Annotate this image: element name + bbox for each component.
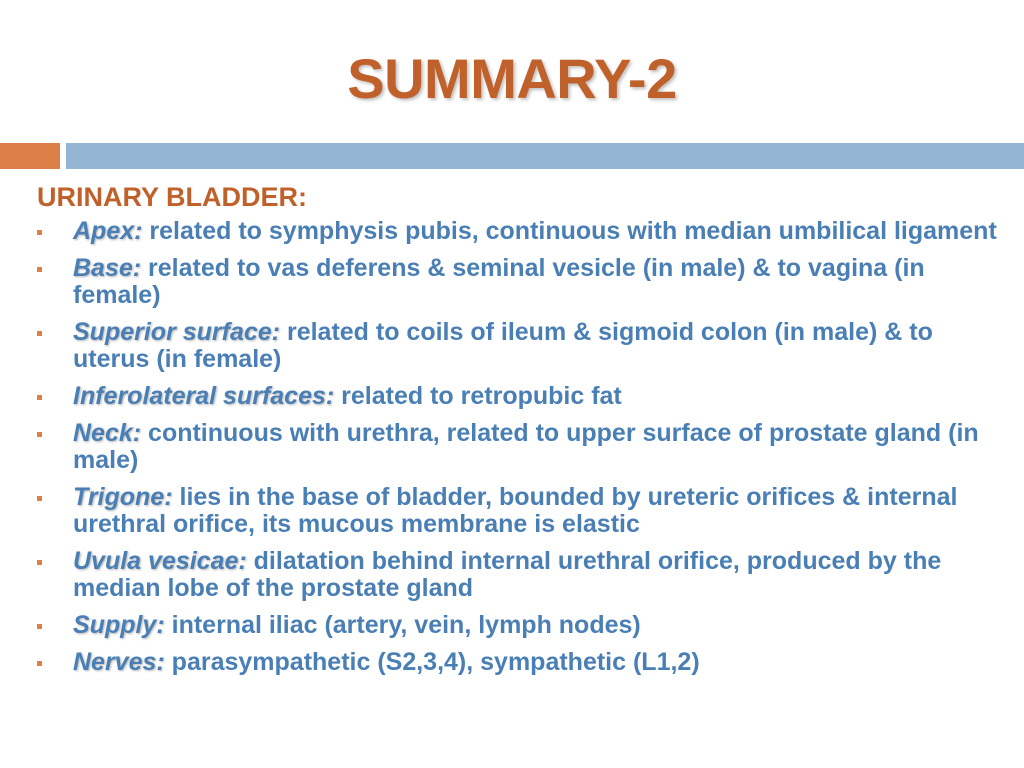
bullet-icon [37,661,42,666]
bullet-icon [37,331,42,336]
item-text: related to vas deferens & seminal vesicle (in male) & to vagina (in female) [73,254,925,309]
item-text: continuous with urethra, related to upper surface of prostate gland (in male) [73,419,979,474]
item-term: Supply: [73,611,165,639]
item-text: lies in the base of bladder, bounded by ureteric orifices & internal urethral orifice, its mucous membrane is elastic [73,483,958,538]
item-term: Inferolateral surfaces: [73,382,335,410]
item-term: Apex: [73,217,143,245]
list-item [37,548,1007,602]
item-term: Base: [73,254,142,282]
item-text: dilatation behind internal urethral orifice, produced by the median lobe of the prostate gland [73,547,942,602]
list-item [37,218,1007,245]
item-text: internal iliac (artery, vein, lymph nodes) [164,611,641,639]
item-text: related to retropubic fat [334,382,622,410]
slide-content [37,180,1007,686]
item-term: Trigone: [73,483,173,511]
bullet-icon [37,560,42,565]
list-item [37,383,1007,410]
item-term: Uvula vesicae: [73,547,247,575]
list-item [37,612,1007,639]
accent-bar-blue [66,143,1024,169]
bullet-icon [37,395,42,400]
bullet-list [37,218,1007,676]
list-item [37,420,1007,474]
bullet-icon [37,432,42,437]
list-item [37,484,1007,538]
item-term: Nerves: [73,648,165,676]
list-item [37,319,1007,373]
item-term: Superior surface: [73,318,281,346]
bullet-icon [37,624,42,629]
bullet-icon [37,267,42,272]
item-text: related to symphysis pubis, continuous with median umbilical ligament [142,217,997,245]
slide-title: SUMMARY-2 [347,47,677,110]
item-term: Neck: [73,419,142,447]
accent-bar-orange [0,143,60,169]
item-text: parasympathetic (S2,3,4), sympathetic (L1,2) [164,648,700,676]
section-heading: URINARY BLADDER: [37,182,307,212]
list-item [37,649,1007,676]
bullet-icon [37,496,42,501]
item-text: related to coils of ileum & sigmoid colon (in male) & to uterus (in female) [73,318,933,373]
list-item [37,255,1007,309]
bullet-icon [37,230,42,235]
